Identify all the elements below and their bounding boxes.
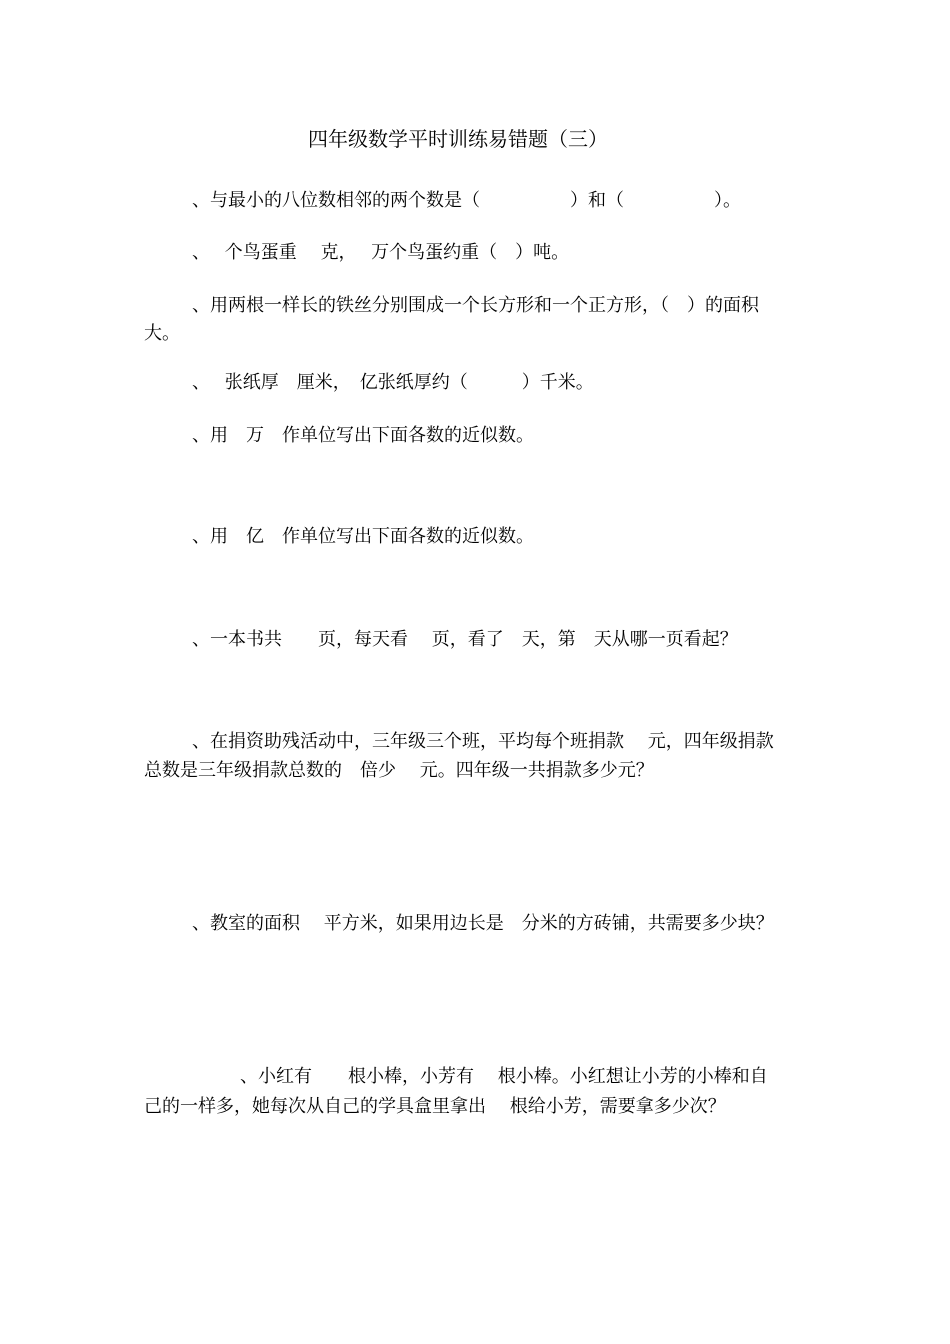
question-3-line-2: 大。 bbox=[144, 323, 180, 344]
question-9: 、教室的面积 平方米，如果用边长是 分米的方砖铺，共需要多少块？ bbox=[192, 913, 774, 934]
question-10-line-2: 己的一样多，她每次从自己的学具盒里拿出 根给小芳，需要拿多少次？ bbox=[144, 1096, 726, 1117]
question-6: 、用 亿 作单位写出下面各数的近似数。 bbox=[192, 526, 534, 547]
question-4: 、 张纸厚 厘米， 亿张纸厚约（ ）千米。 bbox=[192, 372, 594, 393]
question-2: 、 个鸟蛋重 克， 万个鸟蛋约重（ ）吨。 bbox=[192, 242, 570, 263]
question-1: 、与最小的八位数相邻的两个数是（ ）和（ ）。 bbox=[192, 190, 741, 211]
question-5: 、用 万 作单位写出下面各数的近似数。 bbox=[192, 425, 534, 446]
page-title: 四年级数学平时训练易错题（三） bbox=[308, 127, 608, 151]
question-8-line-1: 、在捐资助残活动中，三年级三个班，平均每个班捐款 元，四年级捐款 bbox=[192, 731, 774, 752]
question-8-line-2: 总数是三年级捐款总数的 倍少 元。四年级一共捐款多少元？ bbox=[144, 760, 654, 781]
question-3-line-1: 、用两根一样长的铁丝分别围成一个长方形和一个正方形，（ ）的面积 bbox=[192, 295, 759, 316]
question-10-line-1: 、小红有 根小棒，小芳有 根小棒。小红想让小芳的小棒和自 bbox=[240, 1066, 768, 1087]
question-7: 、一本书共 页，每天看 页，看了 天，第 天从哪一页看起？ bbox=[192, 629, 738, 650]
